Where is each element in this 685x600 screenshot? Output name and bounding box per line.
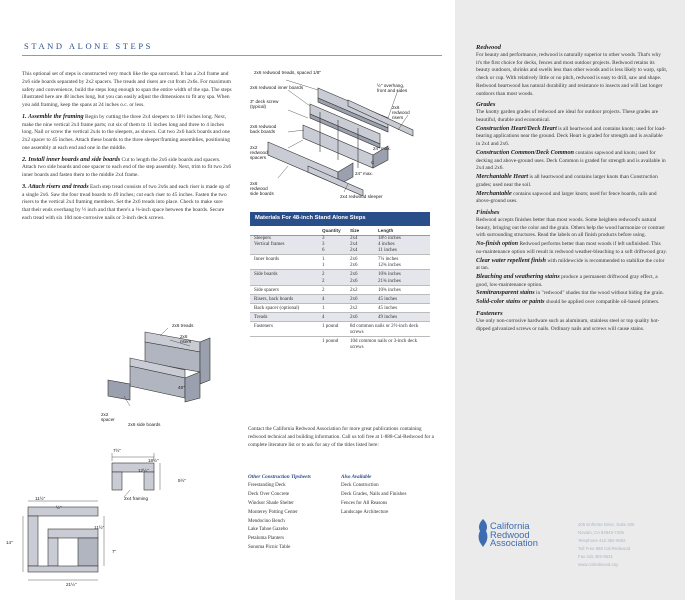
- materials-row: [250, 279, 430, 286]
- materials-cell-size: 2x4: [350, 242, 358, 248]
- tipsheet-item: Petaluma Planters: [248, 536, 284, 542]
- materials-cell-len: 45 inches: [376, 294, 430, 303]
- tipsheet-item: Lake Tahoe Gazebo: [248, 527, 288, 533]
- materials-cell-item: [250, 263, 320, 270]
- materials-cell-item: Risers, back boards: [250, 294, 320, 303]
- term-text: contains sapwood and knots; used for decking and above-ground uses. Deck Common is graded for strength and is available in 2x4 and 2x6.: [476, 149, 666, 172]
- materials-row: [250, 303, 430, 312]
- step-2-heading: 2. Install inner boards and side boards: [22, 155, 121, 163]
- label-sleeper: 2x4 redwood sleeper: [340, 194, 383, 199]
- redwood-info-column: [476, 41, 668, 333]
- materials-cell-len: 7¼ inches: [376, 255, 430, 264]
- step-3-text: Each step tread consists of two 2x6s and each riser is made up of a single 2x6. Saw the four tread boards to 49 inches; cut each riser to 45 inches. Fasten the two risers to the vertical 2x4 framing members. Set the 2x6 treads into place. Check to make sure that their ends overhang by ½ inch and that there's a ⅛-inch space between the boards. Secure each tread with six 10d non-corrosive nails or 3-inch deck screws.: [22, 183, 230, 221]
- step-2-text: Cut to length the 2x6 side boards and spacers. Attach two side boards and one spacer to each end of the step assembly. Next, trim to fit two 2x6 inner boards and fasten them to the middle 2x4 frame.: [22, 156, 232, 178]
- materials-cell-size: 2x2: [348, 285, 376, 294]
- address-line: Fax 415 382-8531: [578, 553, 613, 559]
- label-overhang: ½" overhang, front and sides: [377, 83, 408, 94]
- term: No-finish option: [476, 240, 519, 248]
- materials-cell-size: 2x6: [348, 270, 376, 279]
- materials-cell-len: 10¾ inches: [376, 270, 430, 279]
- materials-cell-qty: 4: [320, 312, 348, 321]
- materials-row: [250, 322, 430, 337]
- logo-line-3: Association: [490, 537, 538, 549]
- label-mid-risers: 2x6 risers: [180, 334, 192, 345]
- materials-header-quantity: Quantity: [320, 226, 348, 236]
- dimension-diagram: [20, 445, 195, 595]
- dim-half: ½": [56, 505, 62, 510]
- materials-row: [250, 285, 430, 294]
- label-mid-treads: 2x6 treads: [172, 323, 194, 328]
- also-available-item: Deck Grades, Nails and Finishes: [341, 491, 407, 497]
- term: Merchantable Heart: [476, 173, 529, 181]
- dim-7-half: 7½": [113, 448, 122, 453]
- term-paragraph: [476, 173, 668, 189]
- materials-cell-item: Sleepers: [254, 236, 271, 241]
- materials-cell-qty: 2: [320, 285, 348, 294]
- label-max-2: 24" max.: [355, 171, 373, 176]
- term: Semitransparent stains: [476, 289, 535, 297]
- label-mid-side-boards: 2x6 side boards: [128, 422, 161, 427]
- instructions-column: [22, 71, 232, 226]
- term-text: is all heartwood and contains knots; used for load-bearing applications near the ground. Deck Heart is graded for strength and is available in 2x4 and 2x6.: [476, 125, 666, 148]
- step-1: [22, 113, 232, 153]
- term-text: in "redwood" shades tint the wood without hiding the grain.: [535, 290, 664, 297]
- term: Bleaching and weathering stains: [476, 272, 560, 280]
- dim-11-half-b: 11½": [94, 525, 105, 530]
- label-mid-spacer: 2x2 spacer: [101, 412, 115, 423]
- also-available-item: Deck Construction: [341, 482, 379, 488]
- section-paragraph: For beauty and performance, redwood is naturally superior to other woods. That's why it's the first choice for decks, fences and most outdoor projects. Redwood retains its beauty outdoors, shrinks and swells less than other woods and is less likely to warp, split, check or cup. With relatively little or no pitch, redwood is easy to drill, saw and shape. Redwood heartwood has natural durability and resistance to insects and will last longer outdoors than most woods.: [476, 52, 668, 97]
- materials-cell-size: 8d common nails or 2½-inch deck screws: [348, 322, 430, 337]
- logo-text: [490, 522, 538, 548]
- term-paragraph: [476, 149, 668, 173]
- materials-cell-qty: 1 pound: [320, 322, 348, 337]
- materials-cell-size: 2x6: [348, 312, 376, 321]
- materials-header-item: [250, 226, 320, 236]
- materials-cell-len: 4 inches: [378, 242, 395, 248]
- title-rule: [22, 55, 442, 56]
- address-line: www.calredwood.org: [578, 561, 618, 567]
- materials-cell-item: Treads: [250, 312, 320, 321]
- label-mid-48: 48": [178, 385, 185, 390]
- materials-cell-item: [250, 279, 320, 286]
- also-available-item: Fences for All Reasons: [341, 500, 388, 506]
- materials-cell-len: 12¾ inches: [378, 263, 401, 269]
- dim-21-half: 21½": [66, 582, 77, 587]
- materials-cell-size: 2x6: [348, 294, 376, 303]
- materials-table-body: [250, 236, 430, 352]
- materials-row: [250, 263, 430, 270]
- materials-cell-size: 2x2: [348, 303, 376, 312]
- materials-cell-qty: 1: [320, 255, 348, 264]
- materials-cell-qty: 1: [322, 263, 325, 269]
- contact-paragraph: Contact the California Redwood Association for more great publications containing redwood technical and building information. Call us toll free at 1-888-Cal-Redwood for a complete literature list or to ask for any of the titles listed here:: [248, 426, 434, 448]
- term-paragraph: [476, 257, 668, 273]
- materials-cell-qty: 2: [322, 278, 325, 284]
- materials-row: [250, 236, 430, 243]
- step-1-heading: 1. Assemble the framing: [22, 112, 84, 120]
- materials-cell-item: Side spacers: [250, 285, 320, 294]
- page-title: STAND ALONE STEPS: [24, 41, 154, 51]
- term-paragraph: [476, 273, 668, 289]
- tipsheet-item: Monterey Potting Center: [248, 509, 298, 515]
- address-line: Telephone 415 382-0662: [578, 537, 626, 543]
- materials-cell-qty: 2: [320, 270, 348, 279]
- materials-cell-size: 2x6: [350, 263, 358, 269]
- step-1-text: Begin by cutting the three 2x4 sleepers to 18½ inches long. Next, make the nine vertical 2x4 frame parts; cut six of them to 11 inches long and three to 4 inches long. Nail or screw the vertical 2x4s to the sleepers, as shown. Cut two 2x6 back boards and one 2x2 spacer to 45 inches. Attach these boards to the three sleeper/framing assemblies, positioning one assembly at each end and one in the middle.: [22, 113, 230, 151]
- materials-cell-qty: 3: [322, 242, 325, 248]
- materials-cell-len: 49 inches: [376, 312, 430, 321]
- label-max-1: 24" max.: [373, 146, 391, 151]
- materials-header-length: Length: [376, 226, 430, 236]
- materials-cell-len: 18½ inches: [378, 236, 401, 241]
- materials-header-row: [250, 226, 430, 236]
- section-paragraph: Use only non-corrosive hardware such as aluminum, stainless steel or top quality hot-dipped galvanized screws or nails. Ordinary nails and screws will cause stains.: [476, 317, 660, 332]
- materials-cell-size: 2x4: [350, 236, 358, 241]
- materials-cell-item: [250, 248, 320, 255]
- materials-cell-qty: 1 pound: [320, 337, 348, 352]
- tipsheet-item: Deck Over Concrete: [248, 491, 290, 497]
- label-treads: 2x6 redwood treads, spaced 1/8": [254, 70, 322, 75]
- intro-paragraph: This optional set of steps is constructed very much like the spa surround. It has a 2x4 frame and 2x6 side boards separated by 2x2 spacers. The treads and risers are cut from 2x6s. For maximum safety and convenience, build the steps long enough to span the entire width of the spa. The steps illustrated here are 48 inches long, but you can easily adjust the dimensions to fit any spa. When you add framing, keep the spans at 24 inches o.c. or less.: [22, 71, 232, 108]
- tipsheets-heading: Other Construction Tipsheets: [248, 474, 311, 480]
- materials-cell-len: 21¾ inches: [378, 278, 401, 284]
- tipsheet-item: Freestanding Deck: [248, 482, 286, 488]
- also-available-item: Landscape Architecture: [341, 509, 389, 515]
- step-side-diagram: [100, 320, 230, 423]
- label-c: C: [371, 160, 375, 165]
- materials-cell-qty: 6: [322, 248, 325, 254]
- term-text: should be applied over compatible oil-based primers.: [545, 299, 660, 306]
- materials-cell-item: Vertical frames: [254, 242, 285, 248]
- address-line: Toll Free 888 Cal-Redwood: [578, 545, 631, 551]
- term-text: Redwood performs better than most woods if left unfinished. This no-maintenance option will result in redwood weather-bleaching to a soft driftwood gray.: [476, 241, 667, 255]
- section-heading: Grades: [476, 101, 496, 109]
- also-available-heading: Also Available: [341, 474, 372, 480]
- term: Merchantable: [476, 189, 512, 197]
- address-line: Novato, CA 94949-7206: [578, 529, 624, 535]
- step-3-heading: 3. Attach risers and treads: [22, 182, 89, 190]
- term-text: contains sapwood and larger knots; used for fence boards, rails and above-ground uses.: [476, 190, 657, 205]
- materials-cell-size: 2x4: [350, 248, 358, 254]
- association-address: [578, 521, 634, 568]
- label-back-boards: 2x6 redwood back boards: [250, 124, 277, 135]
- materials-row: [250, 312, 430, 321]
- materials-cell-size: 10d common nails or 3-inch deck screws: [348, 337, 430, 352]
- label-inner-boards: 2x6 redwood inner boards: [250, 85, 304, 90]
- exploded-steps-diagram: [248, 70, 443, 210]
- materials-header-size: Size: [348, 226, 376, 236]
- materials-cell-size: 2x6: [348, 255, 376, 264]
- materials-cell-size: 2x6: [350, 278, 358, 284]
- step-3: [22, 183, 232, 223]
- section-heading: Finishes: [476, 208, 500, 216]
- california-redwood-logo-icon: [477, 518, 489, 548]
- section-paragraph: The knotty garden grades of redwood are ideal for outdoor projects. These grades are beautiful, durable and economical.: [476, 109, 659, 124]
- materials-row: [250, 248, 430, 255]
- term-paragraph: [476, 240, 668, 256]
- term-paragraph: [476, 289, 668, 298]
- materials-cell-len: 11 inches: [378, 248, 397, 254]
- label-risers: 2x6 redwood risers: [392, 105, 410, 121]
- materials-cell-item: Inner boards: [250, 255, 320, 264]
- label-deck-screw: 3" deck screw (typical): [250, 99, 279, 110]
- term-paragraph: [476, 125, 668, 149]
- dim-7: 7": [112, 549, 117, 554]
- term: Clear water repellent finish: [476, 256, 546, 264]
- materials-cell-item: [250, 337, 320, 352]
- step-2: [22, 156, 232, 180]
- term-paragraph: [476, 298, 668, 307]
- dim-5-half: 5½": [178, 478, 187, 483]
- materials-table-title: Materials For 48-inch Stand Alone Steps: [250, 212, 430, 226]
- tipsheet-item: Sonoma Picnic Table: [248, 545, 291, 551]
- dim-18-half: 18½": [148, 458, 159, 463]
- materials-row: [250, 294, 430, 303]
- section-heading: Fasteners: [476, 309, 503, 317]
- materials-row: [250, 270, 430, 279]
- label-side-boards: 2x6 redwood side boards: [250, 181, 274, 197]
- dim-framing: 2x4 framing: [124, 496, 149, 501]
- materials-cell-qty: 3: [322, 236, 325, 241]
- section-paragraph: Redwood accepts finishes better than most woods. Some heighten redwood's natural beauty, bringing out the color and the grain. Others help the wood harmonize or contrast with surrounding structures. Read the labels on all finish products before using.: [476, 216, 665, 239]
- materials-row: [250, 255, 430, 264]
- dim-12-half: 12½": [138, 468, 149, 473]
- dim-11-half-a: 11½": [35, 496, 46, 501]
- materials-cell-len: 45 inches: [376, 303, 430, 312]
- section-heading: Redwood: [476, 44, 501, 51]
- term: Construction Common/Deck Common: [476, 148, 574, 156]
- logo-line-1: California: [490, 520, 530, 531]
- tipsheet-item: Mendocino Bench: [248, 518, 285, 524]
- materials-cell-item: Fasteners: [250, 322, 320, 337]
- term-text: produce a permanent driftwood gray effect, a good, low-maintenance option.: [476, 273, 658, 288]
- term: Construction Heart/Deck Heart: [476, 124, 557, 132]
- term-text: is all heartwood and contains larger knots than Construction grades; used near the soil.: [476, 174, 658, 188]
- materials-cell-item: Side boards: [250, 270, 320, 279]
- term: Solid-color stains or paints: [476, 298, 545, 306]
- tipsheets-list: [248, 473, 311, 553]
- label-spacers: 2x2 redwood spacers: [250, 145, 268, 161]
- materials-cell-qty: 1: [320, 303, 348, 312]
- also-available-list: [341, 473, 406, 518]
- address-line: 405 Enfrente Drive, Suite 200: [578, 522, 635, 527]
- materials-cell-qty: 4: [320, 294, 348, 303]
- term-paragraph: [476, 190, 668, 206]
- materials-table: [250, 212, 430, 351]
- tipsheet-item: Windsor Shade Shelter: [248, 500, 294, 506]
- logo-line-2: Redwood: [490, 528, 530, 540]
- materials-cell-len: 10¾ inches: [376, 285, 430, 294]
- dim-14: 14": [6, 540, 13, 545]
- term-text: with mildewcide is recommended to stabilize the color at tan.: [476, 257, 665, 272]
- materials-row: [250, 337, 430, 352]
- materials-cell-item: Back spacer (optional): [250, 303, 320, 312]
